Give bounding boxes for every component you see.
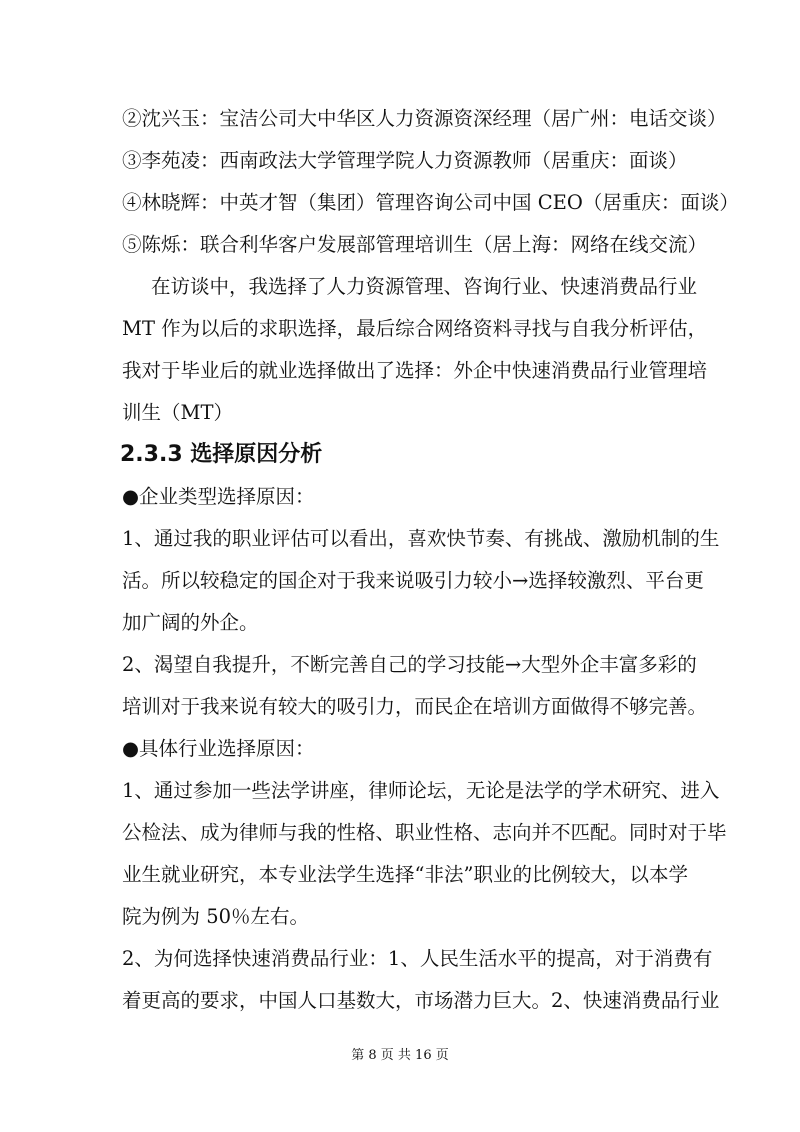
industry-point2-line2: 着更高的要求，中国人口基数大，市场潜力巨大。2、快速消费品行业 [122,989,720,1012]
interviewee-3: ③李苑凌：西南政法大学管理学院人力资源教师（居重庆：面谈） [122,149,688,172]
intro-line-4: 训生（MT） [122,401,233,424]
page-footer: 第 8 页 共 16 页 [351,1048,449,1063]
company-point2-line1: 2、渴望自我提升，不断完善自己的学习技能→大型外企丰富多彩的 [122,653,697,676]
section-heading: 2.3.3 选择原因分析 [120,442,323,467]
intro-line-1: 在访谈中，我选择了人力资源管理、咨询行业、快速消费品行业 [151,275,698,298]
company-point1-line1: 1、通过我的职业评估可以看出，喜欢快节奏、有挑战、激励机制的生 [122,527,720,550]
company-point1-line3: 加广阔的外企。 [122,611,259,634]
interviewee-2: ②沈兴玉：宝洁公司大中华区人力资源资深经理（居广州：电话交谈） [122,107,727,130]
company-point1-line2: 活。所以较稳定的国企对于我来说吸引力较小→选择较激烈、平台更 [122,569,704,592]
company-point2-line2: 培训对于我来说有较大的吸引力，而民企在培训方面做得不够完善。 [122,695,708,718]
interviewee-5: ⑤陈烁：联合利华客户发展部管理培训生（居上海：网络在线交流） [122,233,708,256]
intro-line-3: 我对于毕业后的就业选择做出了选择：外企中快速消费品行业管理培 [122,359,708,382]
intro-line-2: MT 作为以后的求职选择，最后综合网络资料寻找与自我分析评估， [122,317,708,340]
company-reasons-title: ●企业类型选择原因： [122,485,315,508]
industry-point1-line1: 1、通过参加一些法学讲座，律师论坛，无论是法学的学术研究、进入 [122,779,720,802]
industry-point1-line4: 院为例为 50％左右。 [122,905,310,928]
interviewee-4: ④林晓辉：中英才智（集团）管理咨询公司中国 CEO（居重庆：面谈） [122,191,739,214]
industry-point1-line3: 业生就业研究，本专业法学生选择“非法”职业的比例较大，以本学 [122,863,688,886]
industry-point1-line2: 公检法、成为律师与我的性格、职业性格、志向并不匹配。同时对于毕 [122,821,727,844]
industry-reasons-title: ●具体行业选择原因： [122,737,315,760]
industry-point2-line1: 2、为何选择快速消费品行业：1、人民生活水平的提高，对于消费有 [122,947,713,970]
